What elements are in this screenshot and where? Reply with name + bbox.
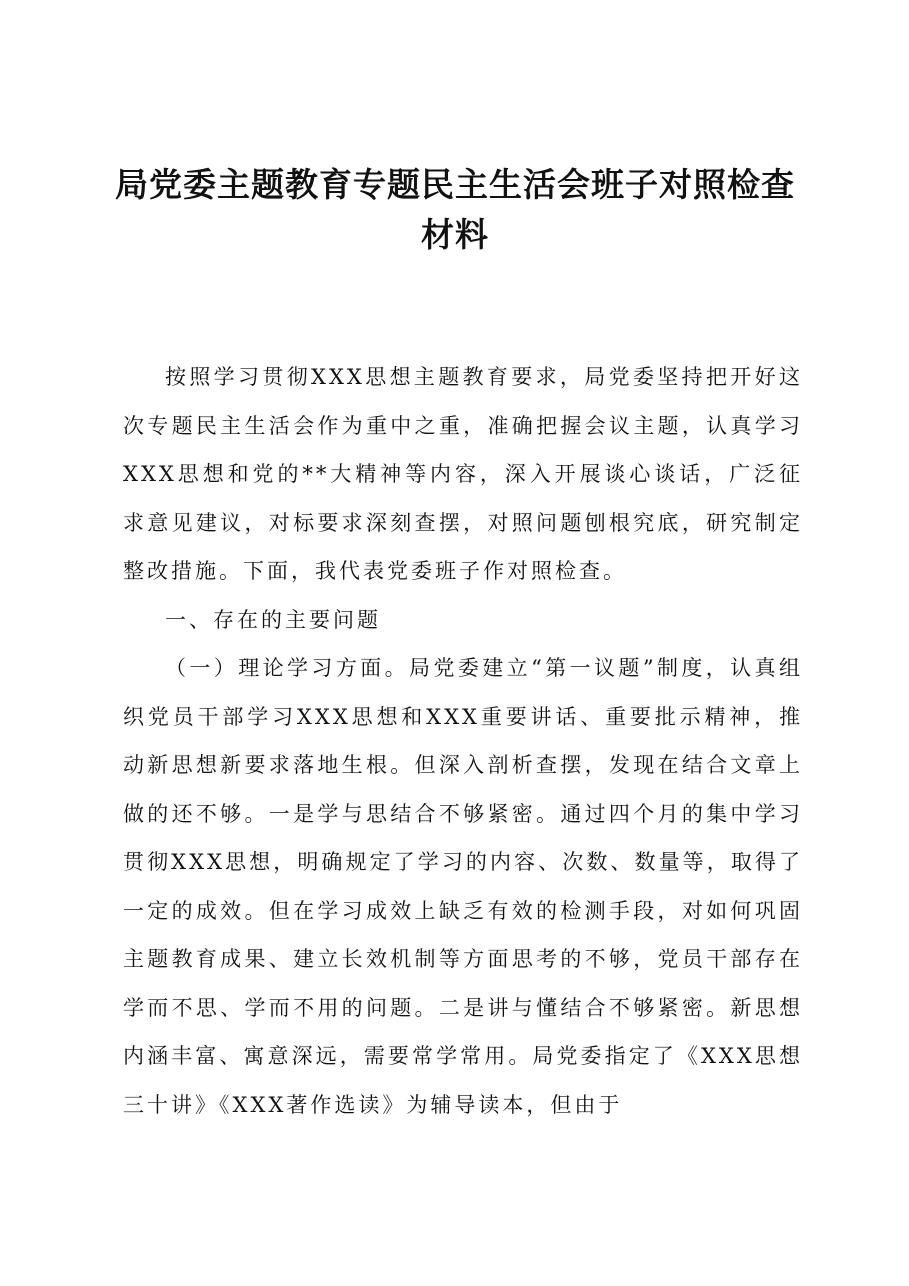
intro-paragraph: 按照学习贯彻XXX思想主题教育要求，局党委坚持把开好这次专题民主生活会作为重中之重，准确把握会议主题，认真学习XXX思想和党的**大精神等内容，深入开展谈心谈话，广泛征求意见建议，对标要求深刻查摆，对照问题刨根究底，研究制定整改措施。下面，我代表党委班子作对照检查。 xyxy=(123,365,803,583)
document-title-line-2: 材料 xyxy=(421,215,489,254)
document-body xyxy=(123,353,803,1129)
document-title xyxy=(110,160,800,260)
theory-study-paragraph: （一）理论学习方面。局党委建立“第一议题”制度，认真组织党员干部学习XXX思想和XXX重要讲话、重要批示精神，推动新思想新要求落地生根。但深入剖析查摆，发现在结合文章上做的还不够。一是学与思结合不够紧密。通过四个月的集中学习贯彻XXX思想，明确规定了学习的内容、次数、数量等，取得了一定的成效。但在学习成效上缺乏有效的检测手段，对如何巩固主题教育成果、建立长效机制等方面思考的不够，党员干部存在学而不思、学而不用的问题。二是讲与懂结合不够紧密。新思想内涵丰富、寓意深远，需要常学常用。局党委指定了《XXX思想三十讲》《XXX著作选读》为辅导读本，但由于 xyxy=(123,656,803,1117)
section-heading: 一、存在的主要问题 xyxy=(165,607,381,632)
document-title-line-1: 局党委主题教育专题民主生活会班子对照检查 xyxy=(115,165,795,204)
